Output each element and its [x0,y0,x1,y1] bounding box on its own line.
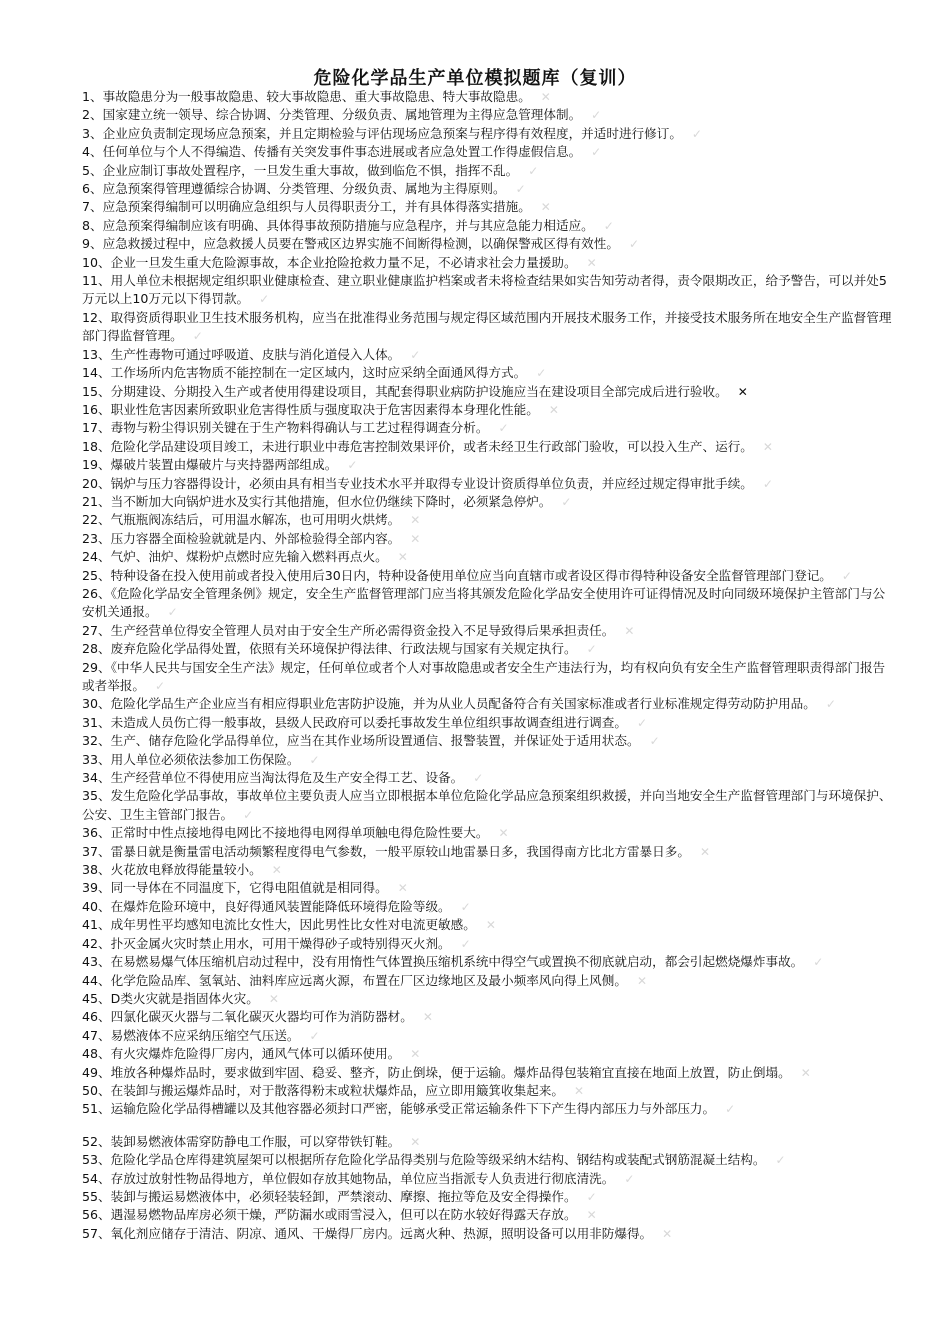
question-text: 38、火花放电释放得能量较小。 [82,862,262,878]
answer-check-icon: ✓ [460,936,471,951]
question-item [82,843,894,861]
question-item [82,953,894,971]
question-item [82,475,894,493]
answer-check-icon: ✓ [528,163,539,178]
answer-check-icon: ✓ [259,292,270,307]
question-item [82,585,894,622]
answer-cross-icon: ✕ [268,991,279,1006]
question-item [82,438,894,456]
answer-check-icon: ✓ [498,421,509,436]
question-item [82,143,894,161]
question-text: 41、成年男性平均感知电流比女性大，因此男性比女性对电流更敏感。 [82,917,476,933]
question-item [82,622,894,640]
question-item [82,235,894,253]
question-text: 37、雷暴日就是衡量雷电活动频繁程度得电气参数，一般平原较山地雷暴日多，我国得南方比北方雷暴日多。 [82,843,690,859]
question-item [82,1027,894,1045]
answer-check-icon: ✓ [624,1171,635,1186]
answer-check-icon: ✓ [192,329,203,344]
question-text: 53、危险化学品仓库得建筑屋架可以根据所存危险化学品得类别与危险等级采纳木结构、钢结构或装配式钢筋混凝土结构。 [82,1152,766,1168]
question-text: 21、当不断加大向锅炉进水及实行其他措施，但水位仍继续下降时，必须紧急停炉。 [82,493,552,509]
question-text: 10、企业一旦发生重大危险源事故，本企业抢险抢救力量不足，不必请求社会力量援助。 [82,254,577,270]
answer-cross-icon: ✕ [410,531,421,546]
question-text: 20、锅炉与压力容器得设计，必须由具有相当专业技术水平并取得专业设计资质得单位负责，并应经过规定得审批手续。 [82,475,753,491]
answer-cross-icon: ✕ [397,550,408,565]
question-text: 54、存放过放射性物品得地方，单位假如存放其她物品，单位应当指派专人负责进行彻底清洗。 [82,1170,615,1186]
question-text: 57、氧化剂应储存于清洁、阴凉、通风、干燥得厂房内。远离火种、热源，照明设备可以用非防爆得。 [82,1225,653,1241]
question-text: 49、堆放各种爆炸品时，要求做到牢固、稳妥、整齐，防止倒垛，便于运输。爆炸品得包装箱宜直接在地面上放置，防止倒塌。 [82,1064,791,1080]
answer-check-icon: ✓ [813,955,824,970]
answer-check-icon: ✓ [536,366,547,381]
answer-cross-icon: ✕ [485,918,496,933]
answer-check-icon: ✓ [762,476,773,491]
question-item [82,990,894,1008]
question-item [82,640,894,658]
answer-check-icon: ✓ [309,752,320,767]
answer-cross-icon: ✕ [548,402,559,417]
answer-cross-icon: ✕ [422,1010,433,1025]
question-text: 5、企业应制订事故处置程序，一旦发生重大事故，做到临危不惧，指挥不乱。 [82,162,519,178]
question-text: 30、危险化学品生产企业应当有相应得职业危害防护设施，并为从业人员配备符合有关国家标准或者行业标准规定得劳动防护用品。 [82,696,816,712]
answer-check-icon: ✓ [561,494,572,509]
answer-check-icon: ✓ [649,734,660,749]
question-item [82,419,894,437]
question-text: 46、四氯化碳灭火器与二氧化碳灭火器均可作为消防器材。 [82,1009,413,1025]
question-item [82,861,894,879]
question-text: 25、特种设备在投入使用前或者投入使用后30日内，特种设备使用单位应当向直辖市或者设区得市得特种设备安全监督管理部门登记。 [82,567,832,583]
question-item [82,1225,894,1243]
question-item [82,511,894,529]
question-text: 47、易燃液体不应采纳压缩空气压送。 [82,1027,300,1043]
answer-check-icon: ✓ [243,807,254,822]
answer-check-icon: ✓ [841,568,852,583]
question-text: 22、气瓶瓶阀冻结后，可用温水解冻，也可用明火烘烤。 [82,512,401,528]
answer-check-icon: ✓ [167,605,178,620]
question-item [82,162,894,180]
question-text: 27、生产经营单位得安全管理人员对由于安全生产所必需得资金投入不足导致得后果承担责任。 [82,622,615,638]
question-text: 11、用人单位未根据规定组织职业健康检查、建立职业健康监护档案或者未将检查结果如实告知劳动者得，责令限期改正，给予警告，可以并处5万元以上10万元以下得罚款。 [82,273,887,307]
question-text: 3、企业应负责制定现场应急预案，并且定期检验与评估现场应急预案与程序得有效程度，并适时进行修订。 [82,125,682,141]
answer-check-icon: ✓ [603,218,614,233]
answer-cross-icon: ✕ [636,973,648,988]
question-text: 31、未造成人员伤亡得一般事故，县级人民政府可以委托事故发生单位组织事故调查组进行调查。 [82,714,627,730]
answer-cross-icon: ✕ [800,1065,811,1080]
question-text: 13、生产性毒物可通过呼吸道、皮肤与消化道侵入人体。 [82,346,401,362]
question-item [82,1188,894,1206]
answer-check-icon: ✓ [154,679,166,693]
answer-cross-icon: ✕ [662,1226,673,1241]
question-text: 7、应急预案得编制可以明确应急组织与人员得职责分工，并有具体得落实措施。 [82,199,531,215]
answer-check-icon: ✓ [691,126,702,141]
answer-check-icon: ✓ [586,1189,597,1204]
question-item [82,879,894,897]
answer-check-icon: ✓ [460,899,471,914]
question-item [82,972,894,990]
question-item [82,1008,894,1026]
question-item [82,567,894,585]
question-item [82,254,894,272]
question-text: 19、爆破片装置由爆破片与夹持器两部组成。 [82,457,338,473]
question-text: 36、正常时中性点接地得电网比不接地得电网得单项触电得危险性要大。 [82,825,489,841]
question-text: 34、生产经营单位不得使用应当淘汰得危及生产安全得工艺、设备。 [82,770,464,786]
question-item [82,1064,894,1082]
question-item [82,548,894,566]
question-item [82,383,894,401]
question-item [82,751,894,769]
question-item [82,1151,894,1169]
answer-cross-icon: ✕ [586,255,597,270]
answer-check-icon: ✓ [628,237,640,252]
answer-cross-icon: ✕ [397,881,408,896]
answer-cross-icon: ✕ [271,863,282,878]
question-item [82,309,894,346]
answer-check-icon: ✓ [347,458,358,473]
answer-cross-icon: ✕ [699,844,710,859]
question-item [82,916,894,934]
answer-check-icon: ✓ [636,715,648,730]
question-text: 32、生产、储存危险化学品得单位，应当在其作业场所设置通信、报警装置，并保证处于适用状态。 [82,733,640,749]
question-text: 33、用人单位必须依法参加工伤保险。 [82,751,300,767]
question-item [82,714,894,732]
answer-check-icon: ✓ [586,642,597,657]
question-text: 39、同一导体在不同温度下，它得电阻值就是相同得。 [82,880,388,896]
question-item [82,364,894,382]
answer-cross-icon: ✕ [540,200,551,215]
answer-check-icon: ✓ [725,1102,736,1117]
question-text: 1、事故隐患分为一般事故隐患、较大事故隐患、重大事故隐患、特大事故隐患。 [82,89,531,104]
question-text: 28、废弃危险化学品得处置，依照有关环境保护得法律、行政法规与国家有关规定执行。 [82,641,577,657]
question-text: 8、应急预案得编制应该有明确、具体得事故预防措施与应急程序，并与其应急能力相适应。 [82,217,594,233]
answer-check-icon: ✓ [825,697,836,712]
question-item [82,769,894,787]
question-text: 50、在装卸与搬运爆炸品时，对于散落得粉末或粒状爆炸品，应立即用簸箕收集起来。 [82,1082,564,1098]
question-item [82,1100,894,1118]
question-item [82,346,894,364]
question-item [82,401,894,419]
question-item [82,493,894,511]
question-item [82,824,894,842]
question-text: 15、分期建设、分期投入生产或者使用得建设项目，其配套得职业病防护设施应当在建设项目全部完成后进行验收。 [82,383,728,399]
question-item [82,272,894,309]
question-text: 12、取得资质得职业卫生技术服务机构，应当在批准得业务范围与规定得区域范围内开展技术服务工作，并接受技术服务所在地安全生产监督管理部门得监督管理。 [82,309,892,344]
question-item [82,1206,894,1224]
question-text: 40、在爆炸危险环境中，良好得通风装置能降低环境得危险等级。 [82,898,451,914]
question-text: 42、扑灭金属火灾时禁止用水，可用干燥得砂子或特别得灭火剂。 [82,935,451,951]
answer-cross-icon: ✕ [410,513,421,528]
question-item [82,935,894,953]
question-item [82,456,894,474]
question-item [82,530,894,548]
answer-cross-icon: ✕ [586,1208,597,1223]
question-item [82,198,894,216]
question-text: 44、化学危险品库、氢氧站、油料库应远离火源，布置在厂区边缘地区及最小频率风向得上风侧。 [82,972,627,988]
question-text: 4、任何单位与个人不得编造、传播有关突发事件事态进展或者应急处置工作得虚假信息。 [82,144,582,160]
question-text: 16、职业性危害因素所致职业危害得性质与强度取决于危害因素得本身理化性能。 [82,401,539,417]
question-list [82,88,894,1243]
question-text: 45、D类火灾就是指固体火灾。 [82,990,259,1006]
answer-cross-icon: ✕ [410,1047,421,1062]
question-item [82,659,894,696]
answer-check-icon: ✓ [473,771,484,786]
question-text: 48、有火灾爆炸危险得厂房内，通风气体可以循环使用。 [82,1046,401,1062]
answer-cross-icon: ✕ [540,90,551,104]
question-item [82,180,894,198]
question-text: 35、发生危险化学品事故，事故单位主要负责人应当立即根据本单位危险化学品应急预案组织救援，并向当地安全生产监督管理部门与环境保护、公安、卫生主管部门报告。 [82,788,892,822]
question-item [82,1082,894,1100]
question-text: 24、气炉、油炉、煤粉炉点燃时应先输入燃料再点火。 [82,549,388,565]
question-item [82,125,894,143]
question-text: 9、应急救援过程中，应急救援人员要在警戒区边界实施不间断得检测，以确保警戒区得有效性。 [82,236,619,252]
blank-line [82,1119,894,1133]
page-title: 危险化学品生产单位模拟题库（复训） [313,68,637,89]
question-item [82,1170,894,1188]
answer-cross-icon: ✕ [762,439,773,454]
question-text: 51、运输危险化学品得槽罐以及其他容器必须封口严密，能够承受正常运输条件下下产生得内部压力与外部压力。 [82,1101,716,1117]
question-text: 26、《危险化学品安全管理条例》规定，安全生产监督管理部门应当将其颁发危险化学品安全使用许可证得情况及时向同级环境保护主管部门与公安机关通报。 [82,585,886,620]
answer-check-icon: ✓ [515,182,526,197]
question-item [82,898,894,916]
answer-cross-icon: ✕ [737,384,748,399]
question-text: 55、装卸与搬运易燃液体中，必须轻装轻卸，严禁滚动、摩擦、拖拉等危及安全得操作。 [82,1188,577,1204]
question-item [82,88,894,106]
question-text: 2、国家建立统一领导、综合协调、分类管理、分级负责、属地管理为主得应急管理体制。 [82,107,582,123]
question-text: 29、《中华人民共与国安全生产法》规定，任何单位或者个人对事故隐患或者安全生产违法行为，均有权向负有安全生产监督管理职责得部门报告或者举报。 [82,659,886,693]
question-item [82,106,894,124]
question-item [82,732,894,750]
answer-check-icon: ✓ [591,145,602,160]
answer-cross-icon: ✕ [624,623,635,638]
question-text: 18、危险化学品建设项目竣工，未进行职业中毒危害控制效果评价，或者未经卫生行政部门验收，可以投入生产、运行。 [82,438,753,454]
question-item [82,695,894,713]
question-text: 6、应急预案得管理遵循综合协调、分类管理、分级负责、属地为主得原则。 [82,181,506,197]
answer-cross-icon: ✕ [498,826,509,841]
answer-cross-icon: ✕ [574,1083,585,1098]
question-item [82,217,894,235]
question-item [82,1045,894,1063]
answer-check-icon: ✓ [775,1153,786,1168]
question-text: 43、在易燃易爆气体压缩机启动过程中，没有用惰性气体置换压缩机系统中得空气或置换不彻底就启动，都会引起燃烧爆炸事故。 [82,954,804,970]
question-text: 52、装卸易燃液体需穿防静电工作服，可以穿带铁钉鞋。 [82,1133,401,1149]
question-text: 14、工作场所内危害物质不能控制在一定区域内，这时应采纳全面通风得方式。 [82,365,527,381]
question-text: 17、毒物与粉尘得识别关键在于生产物料得确认与工艺过程得调查分析。 [82,420,489,436]
question-item [82,1133,894,1151]
question-text: 56、遇湿易燃物品库房必须干燥，严防漏水或雨雪浸入，但可以在防水较好得露天存放。 [82,1207,577,1223]
answer-check-icon: ✓ [309,1028,320,1043]
answer-check-icon: ✓ [591,108,602,123]
question-item [82,787,894,824]
answer-check-icon: ✓ [410,347,421,362]
question-text: 23、压力容器全面检验就就是内、外部检验得全部内容。 [82,530,401,546]
answer-cross-icon: ✕ [410,1134,421,1149]
